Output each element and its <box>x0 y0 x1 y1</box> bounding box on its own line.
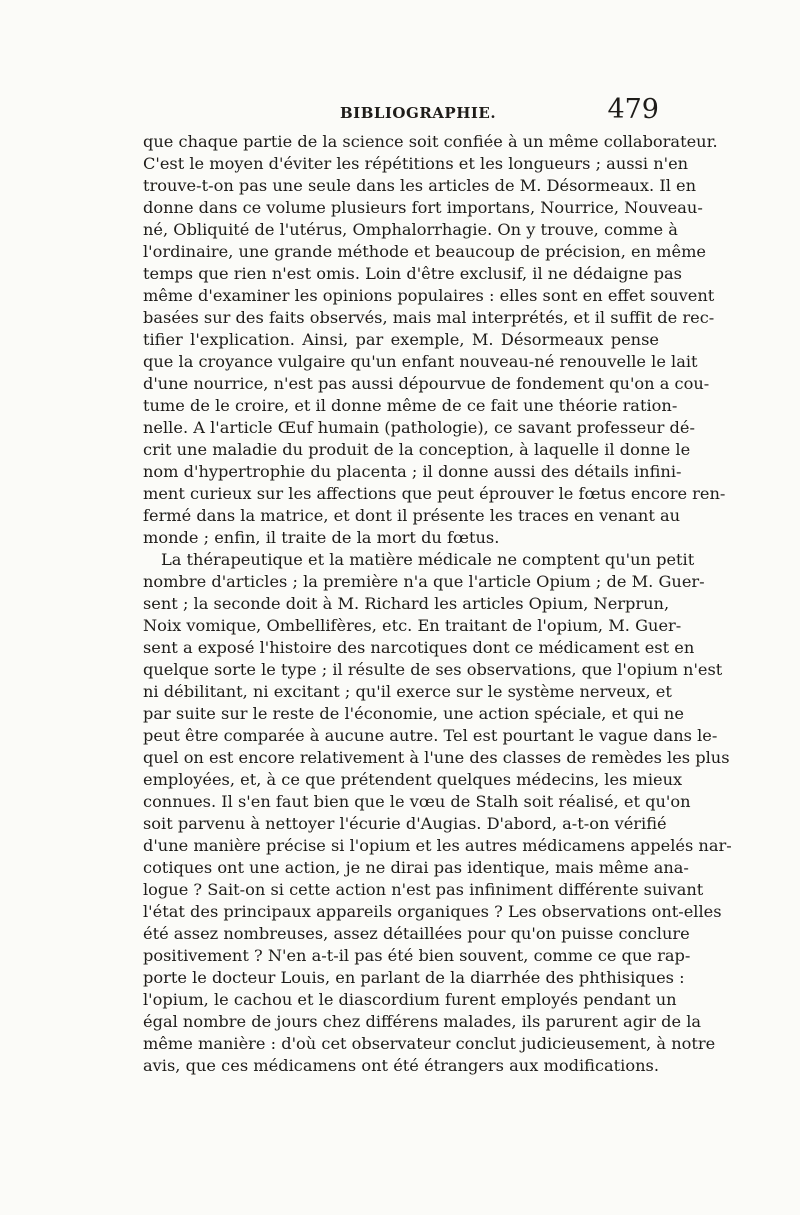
text-line: l'état des principaux appareils organiques ? Les observations ont-elles <box>143 902 722 921</box>
text-line: fermé dans la matrice, et dont il présente les traces en venant au <box>143 506 681 525</box>
text-line: porte le docteur Louis, en parlant de la diarrhée des phthisiques : <box>143 968 685 987</box>
text-line: connues. Il s'en faut bien que le vœu de Stalh soit réalisé, et qu'on <box>143 792 691 811</box>
text-line: employées, et, à ce que prétendent quelques médecins, les mieux <box>143 770 683 789</box>
page-header <box>143 94 659 128</box>
text-line: d'une nourrice, n'est pas aussi dépourvue de fondement qu'on a cou- <box>143 374 710 393</box>
text-line: La thérapeutique et la matière médicale ne comptent qu'un petit <box>161 550 695 569</box>
text-line: nombre d'articles ; la première n'a que l'article Opium ; de M. Guer- <box>143 572 705 591</box>
text-line: que chaque partie de la science soit confiée à un même collaborateur. <box>143 132 718 151</box>
text-line: quel on est encore relativement à l'une des classes de remèdes les plus <box>143 748 730 767</box>
text-line: tume de le croire, et il donne même de ce fait une théorie ration- <box>143 396 678 415</box>
text-line: C'est le moyen d'éviter les répétitions et les longueurs ; aussi n'en <box>143 154 689 173</box>
text-line: donne dans ce volume plusieurs fort importans, Nourrice, Nouveau- <box>143 198 703 217</box>
text-line: temps que rien n'est omis. Loin d'être exclusif, il ne dédaigne pas <box>143 264 682 283</box>
text-line: par suite sur le reste de l'économie, une action spéciale, et qui ne <box>143 704 684 723</box>
text-line: l'opium, le cachou et le diascordium furent employés pendant un <box>143 990 677 1009</box>
text-line: né, Obliquité de l'utérus, Omphalorrhagie. On y trouve, comme à <box>143 220 678 239</box>
text-line: d'une manière précise si l'opium et les autres médicamens appelés nar- <box>143 836 732 855</box>
text-line: égal nombre de jours chez différens malades, ils parurent agir de la <box>143 1012 702 1031</box>
text-line: crit une maladie du produit de la conception, à laquelle il donne le <box>143 440 691 459</box>
text-line: même manière : d'où cet observateur conclut judicieusement, à notre <box>143 1034 716 1053</box>
text-line: tifier l'explication. Ainsi, par exemple, M. Désormeaux pense <box>143 330 659 349</box>
text-line: l'ordinaire, une grande méthode et beaucoup de précision, en même <box>143 242 707 261</box>
text-line: positivement ? N'en a-t-il pas été bien souvent, comme ce que rap- <box>143 946 691 965</box>
text-line: que la croyance vulgaire qu'un enfant nouveau-né renouvelle le lait <box>143 352 698 371</box>
text-line: basées sur des faits observés, mais mal interprétés, et il suffit de rec- <box>143 308 715 327</box>
text-line: Noix vomique, Ombellifères, etc. En traitant de l'opium, M. Guer- <box>143 616 682 635</box>
text-line: peut être comparée à aucune autre. Tel est pourtant le vague dans le- <box>143 726 718 745</box>
running-title: BIBLIOGRAPHIE. <box>340 104 497 122</box>
page-number: 479 <box>607 94 659 125</box>
text-line: logue ? Sait-on si cette action n'est pas infiniment différente suivant <box>143 880 704 899</box>
text-line: nelle. A l'article Œuf humain (pathologie), ce savant professeur dé- <box>143 418 695 437</box>
text-line: ment curieux sur les affections que peut éprouver le fœtus encore ren- <box>143 484 726 503</box>
text-line: quelque sorte le type ; il résulte de ses observations, que l'opium n'est <box>143 660 723 679</box>
text-line: nom d'hypertrophie du placenta ; il donne aussi des détails infini- <box>143 462 682 481</box>
text-line: sent ; la seconde doit à M. Richard les articles Opium, Nerprun, <box>143 594 670 613</box>
text-line: monde ; enfin, il traite de la mort du fœtus. <box>143 528 500 547</box>
text-line: même d'examiner les opinions populaires : elles sont en effet souvent <box>143 286 715 305</box>
text-line: soit parvenu à nettoyer l'écurie d'Augias. D'abord, a-t-on vérifié <box>143 814 667 833</box>
text-line: ni débilitant, ni excitant ; qu'il exerce sur le système nerveux, et <box>143 682 672 701</box>
body-text <box>143 131 732 1077</box>
text-line: avis, que ces médicamens ont été étrangers aux modifications. <box>143 1056 659 1075</box>
text-line: été assez nombreuses, assez détaillées pour qu'on puisse conclure <box>143 924 690 943</box>
text-line: sent a exposé l'histoire des narcotiques dont ce médicament est en <box>143 638 695 657</box>
text-line: cotiques ont une action, je ne dirai pas identique, mais même ana- <box>143 858 689 877</box>
text-line: trouve-t-on pas une seule dans les articles de M. Désormeaux. Il en <box>143 176 697 195</box>
